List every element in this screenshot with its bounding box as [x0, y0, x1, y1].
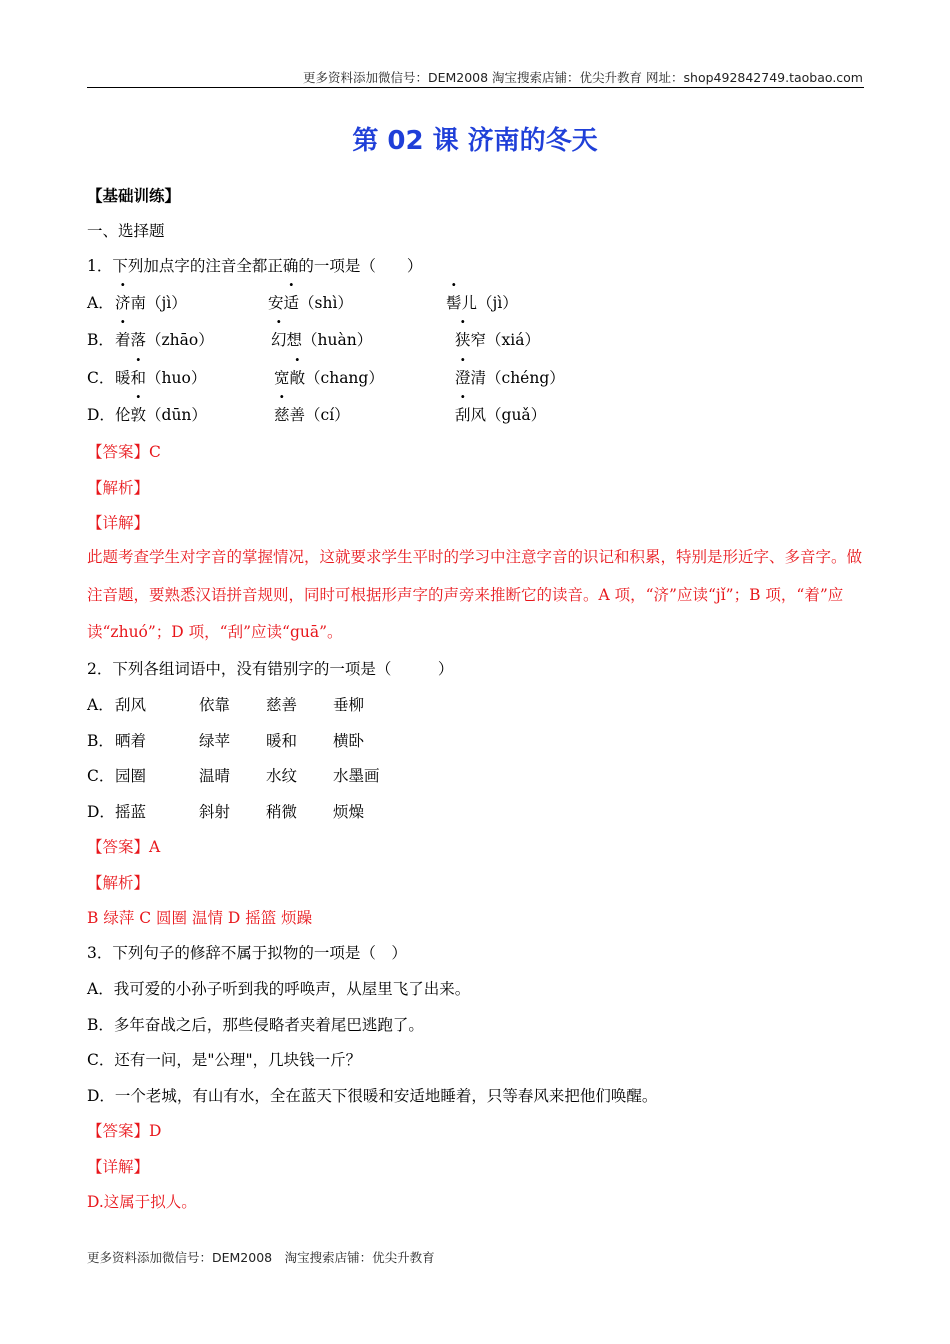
answer-label: 【答案】A	[87, 838, 161, 856]
option-word: 斜射	[199, 803, 231, 821]
option-word: 稍微	[266, 803, 298, 821]
option-word: 摇蓝	[115, 803, 147, 821]
detail-text: D.这属于拟人。	[87, 1193, 197, 1211]
question-1-stem: 1．下列加点字的注音全都正确的一项是（ ）	[87, 257, 423, 275]
option-label: D．	[87, 803, 115, 821]
option-item: 暖和（huo）	[115, 369, 207, 387]
question-2-stem: 2．下列各组词语中，没有错别字的一项是（ ）	[87, 660, 454, 678]
analysis-label: 【解析】	[87, 874, 150, 892]
option-item: C．还有一问，是"公理"，几块钱一斤？	[87, 1051, 362, 1069]
detail-label: 【详解】	[87, 514, 150, 532]
section-heading: 【基础训练】	[87, 186, 181, 205]
option-word: 水纹	[266, 767, 298, 785]
option-word: 横卧	[333, 732, 365, 750]
option-word: 水墨画	[333, 767, 380, 785]
question-3-stem: 3．下列句子的修辞不属于拟物的一项是（ ）	[87, 944, 407, 962]
analysis-label: 【解析】	[87, 479, 150, 497]
page-title: 第 02 课 济南的冬天	[352, 126, 598, 156]
page-footer: 更多资料添加微信号：DEM2008 淘宝搜索店铺：优尖升教育	[87, 1250, 435, 1265]
option-item: 澄清（chéng）	[455, 369, 565, 387]
option-item: 幻想（huàn）	[271, 331, 373, 349]
analysis-text: B 绿萍 C 圆圈 温情 D 摇篮 烦躁	[87, 909, 313, 927]
option-word: 依靠	[199, 696, 231, 714]
option-item: D．一个老城，有山有水，全在蓝天下很暖和安适地睡着，只等春风来把他们唤醒。	[87, 1087, 658, 1105]
option-word: 园圈	[115, 767, 147, 785]
option-word: 暖和	[266, 732, 298, 750]
part-heading: 一、选择题	[87, 222, 165, 240]
option-item: 安适（shì）	[268, 294, 353, 312]
option-label: B．	[87, 732, 114, 750]
answer-label: 【答案】D	[87, 1122, 162, 1140]
option-word: 晒着	[115, 732, 147, 750]
option-item: A．我可爱的小孙子听到我的呼唤声，从屋里飞了出来。	[87, 980, 471, 998]
option-item: 着落（zhāo）	[115, 331, 214, 349]
option-word: 温晴	[199, 767, 231, 785]
page-header: 更多资料添加微信号：DEM2008 淘宝搜索店铺：优尖升教育 网址：shop492842749.taobao.com	[302, 70, 863, 85]
option-label: C．	[87, 369, 115, 387]
option-label: B．	[87, 331, 114, 349]
option-word: 绿苹	[199, 732, 231, 750]
option-item: 髻儿（jì）	[446, 294, 518, 312]
option-item: 伦敦（dūn）	[115, 406, 207, 424]
detail-text: 此题考查学生对字音的掌握情况，这就要求学生平时的学习中注意字音的识记和积累，特别是形近字、多音字。做注音题，要熟悉汉语拼音规则，同时可根据形声字的声旁来推断它的读音。A 项，“济”应读“jǐ”；B 项，“着”应读“zhuó”；D 项，“刮”应读“guā”。	[87, 548, 863, 641]
option-word: 慈善	[266, 696, 298, 714]
option-label: D．	[87, 406, 115, 424]
option-item: 济南（jì）	[115, 294, 187, 312]
answer-label: 【答案】C	[87, 443, 161, 461]
option-word: 垂柳	[333, 696, 365, 714]
option-item: 狭窄（xiá）	[455, 331, 540, 349]
option-item: 慈善（cí）	[274, 406, 350, 424]
option-item: 刮风（guǎ）	[455, 406, 547, 424]
option-item: B．多年奋战之后，那些侵略者夹着尾巴逃跑了。	[87, 1016, 424, 1034]
option-label: A．	[87, 294, 114, 312]
header-divider	[87, 87, 864, 88]
option-label: A．	[87, 696, 114, 714]
option-label: C．	[87, 767, 115, 785]
option-word: 烦燥	[333, 803, 365, 821]
detail-label: 【详解】	[87, 1158, 150, 1176]
option-word: 刮风	[115, 696, 147, 714]
option-item: 宽敞（chang）	[274, 369, 384, 387]
